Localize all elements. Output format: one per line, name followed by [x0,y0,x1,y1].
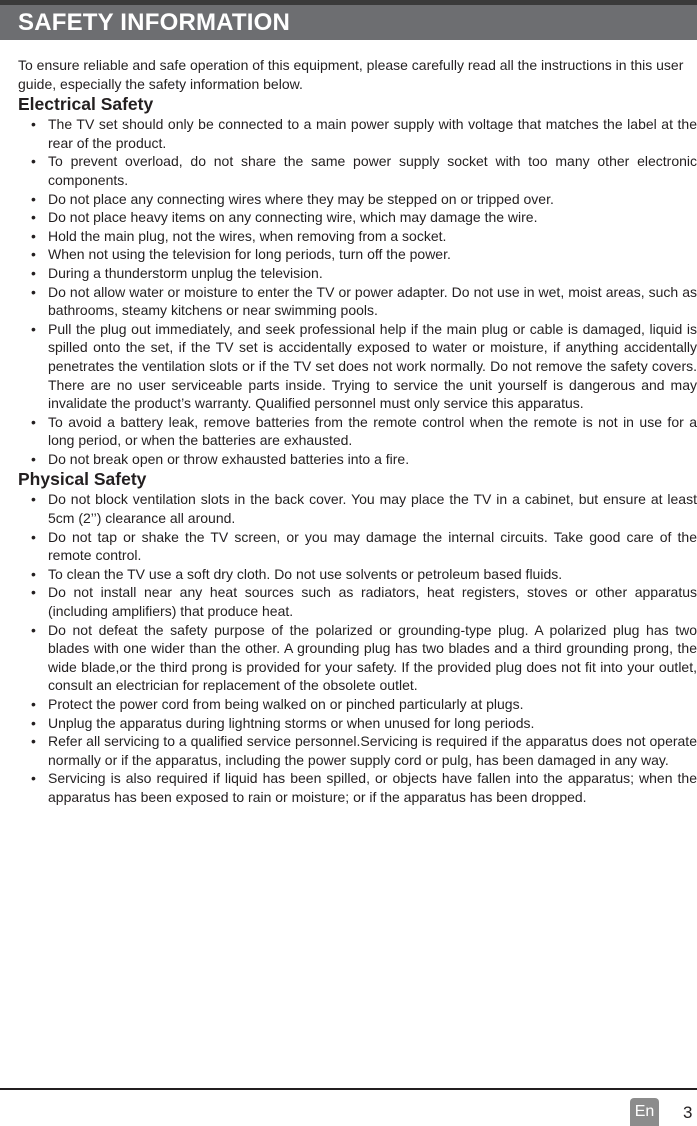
list-item [18,695,697,714]
list-item-text: Do not place heavy items on any connecting wire, which may damage the wire. [48,209,538,226]
list-item-text: The TV set should only be connected to a main power supply with voltage that matches the label at the rear of the product. [48,116,697,151]
list-item-text: Refer all servicing to a qualified service personnel.Servicing is required if the apparatus does not operate normally or if the apparatus, including the power supply cord or pulg, has been damaged in any way. [48,733,697,768]
list-item-text: To clean the TV use a soft dry cloth. Do not use solvents or petroleum based fluids. [48,565,563,582]
bullet-icon: • [31,528,36,545]
list-item-text: Do not allow water or moisture to enter the TV or power adapter. Do not use in wet, moist areas, such as bathrooms, steamy kitchens or near swimming pools. [48,283,697,319]
section [18,468,697,806]
list-item [18,208,697,227]
list-item-text: Hold the main plug, not the wires, when removing from a socket. [48,227,447,244]
bullet-icon: • [31,153,36,170]
footer-rule [0,1088,697,1090]
list-item [18,190,697,209]
page-title: SAFETY INFORMATION [18,9,291,36]
list-item-text: Do not block ventilation slots in the back cover. You may place the TV in a cabinet, but ensure at least 5cm (2’’) clearance all around. [48,491,697,527]
content [18,56,697,807]
list-item [18,152,697,189]
list-item-text: Do not defeat the safety purpose of the polarized or grounding-type plug. A polarized plug has two blades with one wider than the other. A grounding plug has two blades and a third grounding prong, the wide blade,or the third prong is provided for your safety. If the provided plug does not fit into your outlet, consult an electrician for replacement of the obsolete outlet. [48,621,697,694]
section-heading: Physical Safety [18,469,147,490]
section [18,93,697,468]
bullet-icon: • [31,584,36,601]
list-item [18,227,697,246]
bullet-icon: • [31,621,36,638]
bullet-icon: • [31,320,36,337]
list-item-text: Do not place any connecting wires where they may be stepped on or tripped over. [48,190,554,207]
title-bar [0,5,697,40]
list-item [18,490,697,527]
list-item [18,115,697,152]
list-item [18,528,697,565]
list-item-text: Protect the power cord from being walked on or pinched particularly at plugs. [48,696,524,712]
list-item-text: Unplug the apparatus during lightning storms or when unused for long periods. [48,714,535,731]
list-item [18,621,697,695]
list-item [18,320,697,413]
list-item [18,283,697,320]
list-item-text: Do not install near any heat sources such as radiators, heat registers, stoves or other apparatus (including amplifiers) that produce heat. [48,584,697,620]
list-item-text: When not using the television for long periods, turn off the power. [48,246,451,263]
bullet-icon: • [31,227,36,244]
list-item [18,714,697,733]
list-item-text: Do not tap or shake the TV screen, or you may damage the internal circuits. Take good care of the remote control. [48,528,697,564]
bullet-icon: • [31,190,36,207]
list-item-text: During a thunderstorm unplug the television. [48,264,323,281]
language-badge: En [630,1098,659,1126]
list-item [18,264,697,283]
bullet-icon: • [31,264,36,281]
bullet-icon: • [31,714,36,731]
list-item [18,732,697,769]
list-item [18,245,697,264]
bullet-icon: • [31,770,36,787]
list-item-text: Servicing is also required if liquid has been spilled, or objects have fallen into the apparatus; when the apparatus has been exposed to rain or moisture; or if the apparatus has been dropped. [48,770,697,805]
bullet-icon: • [31,733,36,750]
bullet-icon: • [31,246,36,263]
bullet-icon: • [31,116,36,133]
list-item [18,769,697,806]
bullet-icon: • [31,491,36,508]
list-item [18,450,697,469]
bullet-icon: • [31,413,36,430]
list-item-text: To prevent overload, do not share the same power supply socket with too many other electronic components. [48,153,697,188]
page-number: 3 [683,1103,693,1122]
bullet-icon: • [31,209,36,226]
intro-paragraph: To ensure reliable and safe operation of this equipment, please carefully read all the instructions in this user guide, especially the safety information below. [18,57,684,92]
section-heading: Electrical Safety [18,94,154,115]
list-item [18,413,697,450]
sections [18,93,697,806]
list-item-text: To avoid a battery leak, remove batteries from the remote control when the remote is not in use for a long period, or when the batteries are exhausted. [48,413,697,449]
list-item [18,565,697,584]
bullet-icon: • [31,450,36,467]
bullet-icon: • [31,696,36,712]
bullet-icon: • [31,565,36,582]
bullet-icon: • [31,283,36,300]
bullet-list [18,115,697,468]
list-item-text: Do not break open or throw exhausted batteries into a fire. [48,450,410,467]
list-item [18,583,697,620]
list-item-text: Pull the plug out immediately, and seek professional help if the main plug or cable is damaged, liquid is spilled onto the set, if the TV set is accidentally exposed to water or moisture, if anything accidentally penetrates the ventilation slots or if the TV set does not work normally. Do not remove the safety covers. There are no user serviceable parts inside. Trying to service the unit yourself is dangerous and may invalidate the product’s warranty. Qualified personnel must only service this apparatus. [48,320,697,412]
bullet-list [18,490,697,806]
